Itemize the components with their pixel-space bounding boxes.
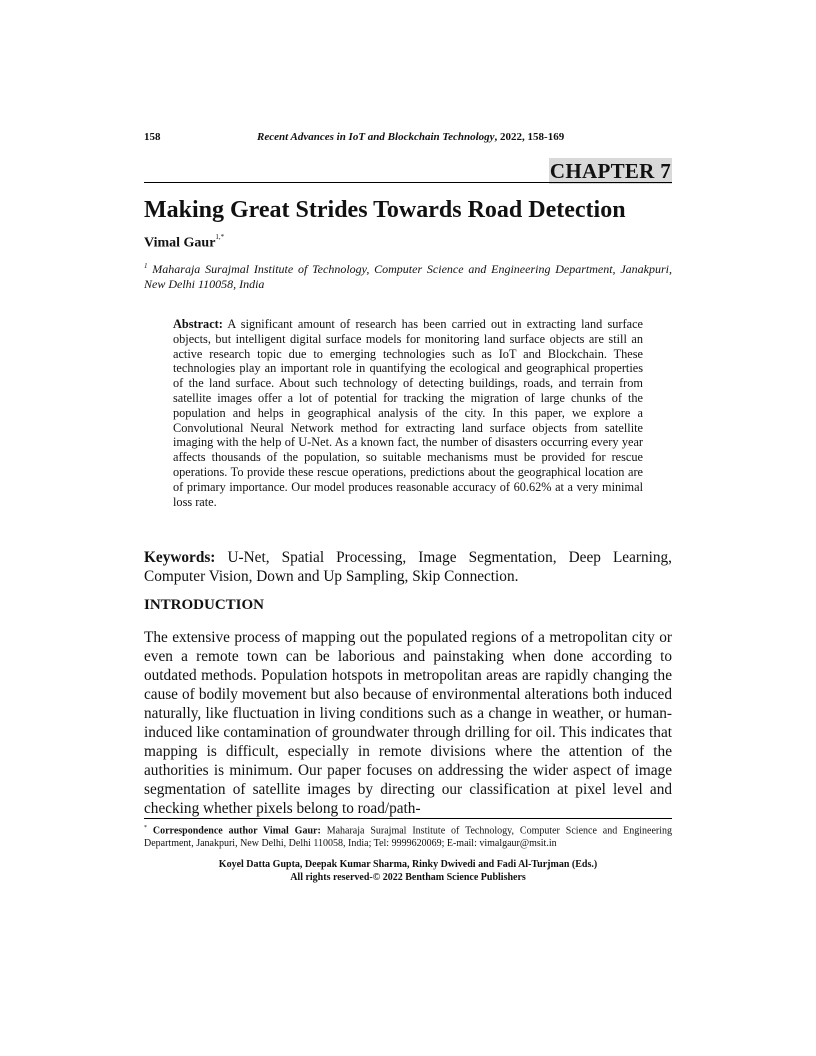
- journal-info: , 2022, 158-169: [494, 131, 565, 143]
- keywords-label: Keywords:: [144, 549, 216, 566]
- chapter-label: CHAPTER 7: [549, 159, 671, 183]
- keywords-text: U-Net, Spatial Processing, Image Segmentation, Deep Learning, Computer Vision, Down and Up Sampling, Skip Connection.: [144, 549, 672, 585]
- abstract: [173, 317, 643, 509]
- affiliation: [144, 259, 672, 292]
- footnote: [144, 822, 672, 850]
- chapter-divider: [144, 182, 672, 183]
- author-line: [144, 235, 224, 252]
- journal-citation: [257, 131, 564, 143]
- footnote-text: Maharaja Surajmal Institute of Technology, Computer Science and Engineering Department, Janakpuri, New Delhi, Delhi 110058, India; Tel: 9999620069; E-mail: vimalgaur@msit.in: [144, 825, 672, 850]
- affiliation-text: Maharaja Surajmal Institute of Technology, Computer Science and Engineering Department, Janakpuri, New Delhi 110058, India: [144, 262, 672, 291]
- author-sup: 1,*: [215, 233, 225, 241]
- author-name: Vimal Gaur: [144, 235, 216, 251]
- section-heading: INTRODUCTION: [144, 597, 265, 613]
- journal-name: Recent Advances in IoT and Blockchain Technology: [257, 131, 495, 143]
- affiliation-sup: 1: [144, 262, 148, 270]
- keywords: [144, 548, 672, 586]
- abstract-label: Abstract:: [173, 317, 223, 331]
- editors-line: Koyel Datta Gupta, Deepak Kumar Sharma, Rinky Dwivedi and Fadi Al-Turjman (Eds.): [218, 859, 598, 870]
- publisher-info: [144, 858, 672, 884]
- rights-line: All rights reserved-© 2022 Bentham Science Publishers: [290, 872, 526, 883]
- footnote-divider: [144, 818, 672, 819]
- page-number: 158: [144, 131, 161, 143]
- footnote-label: Correspondence author Vimal Gaur:: [147, 825, 321, 837]
- abstract-text: A significant amount of research has been carried out in extracting land surface objects, but intelligent digital surface models for monitoring land surface objects are still an active research topic due to emerging technologies such as IoT and Blockchain. These technologies play an important role in quantifying the ecological and geographical properties of the land surface. About such technology of detecting buildings, roads, and terrain from satellite images offer a lot of potential for tracking the migration of large chunks of the population and helps in geographical analysis of the city. In this paper, we explore a Convolutional Neural Network method for extracting land surface objects from satellite imaging with the help of U-Net. As a known fact, the number of disasters occurring every year affects thousands of the population, so suitable mechanisms must be provided for rescue operations. To provide these rescue operations, predictions about the geographical location are of primary importance. Our model produces reasonable accuracy of 60.62% at a very minimal loss rate.: [173, 317, 643, 509]
- introduction-paragraph: The extensive process of mapping out the populated regions of a metropolitan city or even a remote town can be laborious and painstaking when done according to outdated methods. Population hotspots in metropolitan areas are rapidly changing the cause of bodily movement but also because of environmental alterations both induced naturally, like fluctuation in living conditions such as a change in weather, or human-induced like contamination of groundwater through drilling for oil. This indicates that mapping is difficult, especially in remote divisions where the attention of the authorities is minimum. Our paper focuses on addressing the wider aspect of image segmentation of satellite images by directing our classification at pixel level and checking whether pixels belong to road/path-: [144, 629, 672, 817]
- paper-title: Making Great Strides Towards Road Detection: [144, 197, 626, 223]
- footnote-sup: *: [144, 825, 147, 831]
